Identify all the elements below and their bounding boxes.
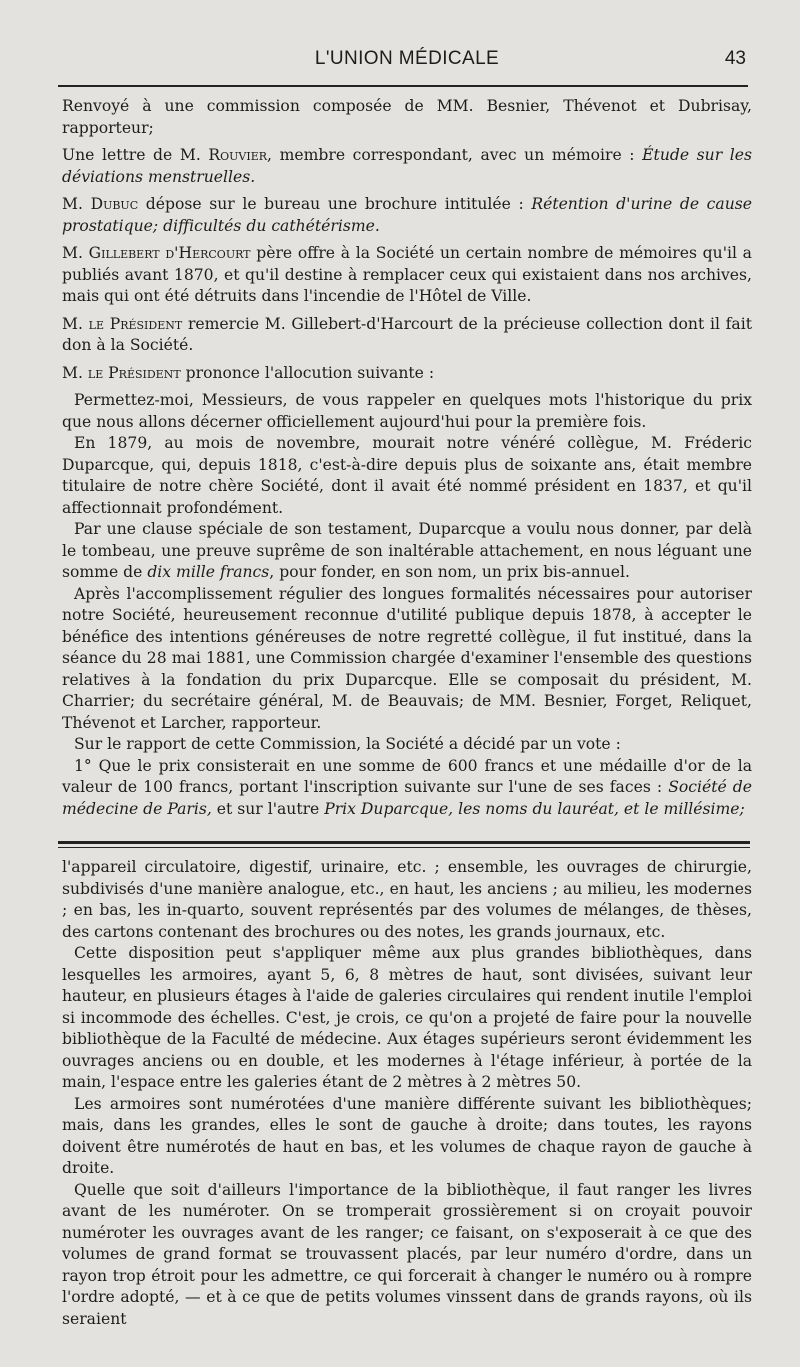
paragraph <box>62 1094 752 1180</box>
person-name: Gillebert d'Hercourt <box>88 244 251 262</box>
paragraph <box>62 243 752 308</box>
text: prononce l'allocution suivante : <box>180 363 435 382</box>
text: , pour fonder, en son nom, un prix bis-annuel. <box>269 563 630 581</box>
text: 1° Que le prix consisterait en une somme de 600 francs et une médaille d'or de la valeur de 100 francs, portant l'inscription suivante sur l'une de ses faces : <box>62 756 752 796</box>
text: , membre correspondant, avec un mémoire : <box>267 146 643 164</box>
text: Quelle que soit d'ailleurs l'importance de la bibliothèque, il faut ranger les livres avant de les numéroter. On se tromperait grossièrement si on croyait pouvoir numéroter les ouvrages avant de les ranger; ce faisant, on s'exposerait à ce que des volumes de grand format se trouvassent placés, par leur numéro d'ordre, dans un rayon trop étroit pour les admettre, ce qui forcerait à changer le numéro ou à rompre l'ordre adopté, — et à ce que de petits volumes vinssent dans de grands rayons, où ils seraient <box>62 1180 752 1328</box>
library-article <box>62 857 752 1330</box>
work-title: Rétention d'urine de cause prostatique; difficultés du cathétérisme. <box>62 195 752 235</box>
person-name: Dubuc <box>90 195 139 213</box>
text: dépose sur le bureau une brochure intitulée : <box>138 195 532 213</box>
running-header <box>62 48 752 78</box>
person-name: Rouvier <box>208 146 268 164</box>
text: M. <box>62 244 89 262</box>
paragraph <box>62 363 752 385</box>
text: père offre à la Société un certain nombre de mémoires qu'il a publiés avant 1870, et qu'il destine à remplacer ceux qui existaient dans nos archives, mais qui ont été détruits dans l'incendie de l'Hôtel de Ville. <box>62 244 752 305</box>
paragraph <box>62 314 752 357</box>
work-title: Étude sur les déviations menstruelles. <box>62 146 752 186</box>
text: En 1879, au mois de novembre, mourait notre vénéré collègue, M. Fréderic Duparcque, qui, depuis 1818, c'est-à-dire depuis plus de soixante ans, était membre titulaire de notre chère Société, dont il avait été nommé président en 1837, et qu'il affectionnait profondément. <box>62 434 752 517</box>
paragraph <box>62 194 752 237</box>
paragraph <box>62 96 752 139</box>
emphasis: Prix Duparcque, les noms du lauréat, et le millésime; <box>324 799 745 818</box>
header-rule <box>58 85 748 87</box>
text: et sur l'autre <box>211 799 325 818</box>
paragraph <box>62 519 752 584</box>
text: M. <box>62 195 91 213</box>
section-divider-thin <box>58 847 750 848</box>
text: Les armoires sont numérotées d'une manière différente suivant les bibliothèques; mais, dans les grandes, elles le sont de gauche à droite; dans toutes, les rayons doivent être numérotés de haut en bas, et les volumes de chaque rayon de gauche à droite. <box>62 1094 752 1177</box>
text: Après l'accomplissement régulier des longues formalités nécessaires pour autoriser notre Société, heureusement reconnue d'utilité publique depuis 1878, à accepter le bénéfice des intentions généreuses de notre regretté collègue, il fut institué, dans la séance du 28 mai 1881, une Commission chargée d'examiner l'ensemble des questions relatives à la fondation du prix Duparcque. Elle se composait du président, M. Charrier; du secrétaire général, M. de Beauvais; de MM. Besnier, Forget, Reliquet, Thévenot et Larcher, rapporteur. <box>62 584 752 732</box>
text: Sur le rapport de cette Commission, la Société a décidé par un vote : <box>74 735 621 753</box>
journal-title: L'UNION MÉDICALE <box>314 48 500 69</box>
paragraph <box>62 943 752 1094</box>
emphasis: Société de médecine de Paris, <box>62 778 752 818</box>
page-number: 43 <box>724 48 746 69</box>
paragraph <box>62 145 752 188</box>
paragraph <box>62 857 752 943</box>
society-proceedings <box>62 96 752 820</box>
person-name: le Président <box>87 363 181 382</box>
person-name: le Président <box>88 314 183 333</box>
text: Une lettre de M. <box>62 146 209 164</box>
paragraph <box>62 756 752 821</box>
paragraph <box>62 433 752 519</box>
text: Renvoyé à une commission composée de MM. Besnier, Thévenot et Dubrisay, rapporteur; <box>62 97 752 137</box>
text: M. <box>62 363 88 382</box>
text: M. <box>62 314 89 333</box>
paragraph <box>62 584 752 735</box>
text: Par une clause spéciale de son testament, Duparcque a voulu nous donner, par delà le tombeau, une preuve suprême de son inaltérable attachement, en nous léguant une somme de <box>62 520 752 581</box>
text: remercie M. Gillebert-d'Harcourt de la précieuse collection dont il fait don à la Société. <box>62 314 752 354</box>
text: Permettez-moi, Messieurs, de vous rappeler en quelques mots l'historique du prix que nous allons décerner officiellement aujourd'hui pour la première fois. <box>62 391 752 431</box>
paragraph <box>62 390 752 433</box>
paragraph <box>62 1180 752 1331</box>
paragraph <box>62 734 752 756</box>
emphasis: dix mille francs <box>147 563 270 581</box>
text: l'appareil circulatoire, digestif, urinaire, etc. ; ensemble, les ouvrages de chirurgie, subdivisés d'une manière analogue, etc., en haut, les anciens ; au milieu, les modernes ; en bas, les in-quarto, souvent représentés par des volumes de mélanges, de thèses, des cartons contenant des brochures ou des notes, les grands journaux, etc. <box>62 858 752 941</box>
text: Cette disposition peut s'appliquer même aux plus grandes bibliothèques, dans lesquelles les armoires, ayant 5, 6, 8 mètres de haut, sont divisées, suivant leur hauteur, en plusieurs étages à l'aide de galeries circulaires qui rendent inutile l'emploi si incommode des échelles. C'est, je crois, ce qu'on a projeté de faire pour la nouvelle bibliothèque de la Faculté de médecine. Aux étages supérieurs seront évidemment les ouvrages anciens ou en double, et les modernes à l'étage inférieur, à portée de la main, l'espace entre les galeries étant de 2 mètres à 2 mètres 50. <box>62 944 752 1091</box>
section-divider <box>58 841 750 844</box>
